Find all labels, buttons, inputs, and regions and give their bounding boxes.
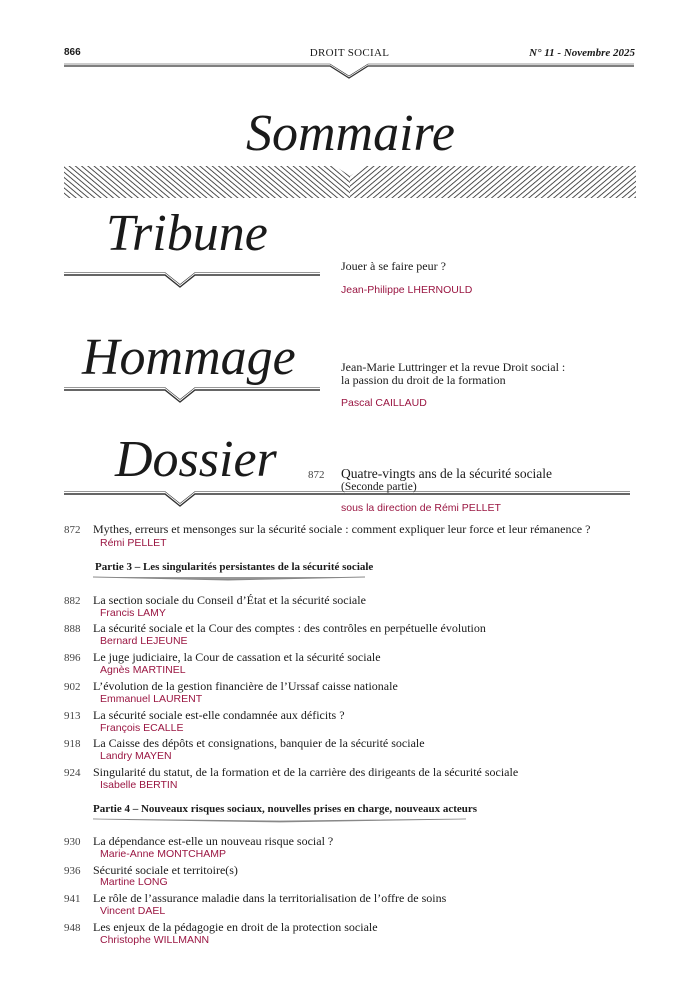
dossier-title: Quatre-vingts ans de la sécurité sociale (341, 466, 553, 481)
article-author[interactable]: Marie-Anne MONTCHAMP (100, 848, 227, 860)
article-author[interactable]: Emmanuel LAURENT (100, 693, 203, 705)
tribune-author[interactable]: Jean-Philippe LHERNOULD (341, 284, 473, 296)
article-page: 948 (64, 922, 81, 934)
dossier-page: 872 (308, 469, 325, 481)
article-page: 882 (64, 595, 81, 607)
intro-article-page: 872 (64, 524, 81, 536)
article-page: 924 (64, 767, 81, 779)
hommage-heading: Hommage (82, 329, 296, 386)
article-title[interactable]: Les enjeux de la pédagogie en droit de la protection sociale (93, 920, 378, 934)
article-title[interactable]: Le rôle de l’assurance maladie dans la territorialisation de l’offre de soins (93, 891, 447, 905)
article-page: 913 (64, 710, 81, 722)
hommage-title-line2: la passion du droit de la formation (341, 373, 506, 387)
article-author[interactable]: Vincent DAEL (100, 905, 166, 917)
article-author[interactable]: Francis LAMY (100, 607, 166, 619)
article-page: 896 (64, 652, 81, 664)
article-author[interactable]: François ECALLE (100, 722, 184, 734)
dossier-heading: Dossier (115, 431, 277, 488)
part3-heading: Partie 3 – Les singularités persistantes de la sécurité sociale (95, 561, 374, 573)
sommaire-hatched-band (0, 166, 699, 206)
sommaire-title: Sommaire (246, 105, 455, 162)
hommage-title-line1: Jean-Marie Luttringer et la revue Droit social : (341, 360, 566, 374)
article-title[interactable]: L’évolution de la gestion financière de l’Urssaf caisse nationale (93, 679, 398, 693)
article-title[interactable]: Sécurité sociale et territoire(s) (93, 863, 238, 877)
header-rule (0, 62, 699, 82)
article-page: 918 (64, 738, 81, 750)
article-page: 902 (64, 681, 81, 693)
article-author[interactable]: Isabelle BERTIN (100, 779, 178, 791)
article-author[interactable]: Agnès MARTINEL (100, 664, 186, 676)
article-title[interactable]: Singularité du statut, de la formation et de la carrière des dirigeants de la sécurité sociale (93, 765, 519, 779)
page-number: 866 (64, 47, 81, 58)
dossier-subtitle: (Seconde partie) (341, 481, 417, 493)
part4-rule (0, 817, 699, 827)
article-title[interactable]: La Caisse des dépôts et consignations, banquier de la sécurité sociale (93, 736, 425, 750)
article-title[interactable]: La sécurité sociale et la Cour des comptes : des contrôles en perpétuelle évolution (93, 621, 486, 635)
article-author[interactable]: Bernard LEJEUNE (100, 635, 188, 647)
article-page: 930 (64, 836, 81, 848)
article-author[interactable]: Martine LONG (100, 876, 168, 888)
part3-rule (0, 575, 699, 585)
tribune-article-title: Jouer à se faire peur ? (341, 259, 446, 273)
article-title[interactable]: La section sociale du Conseil d’État et la sécurité sociale (93, 593, 366, 607)
article-title[interactable]: Le juge judiciaire, la Cour de cassation et la sécurité sociale (93, 650, 381, 664)
hommage-author[interactable]: Pascal CAILLAUD (341, 397, 427, 409)
dossier-direction[interactable]: sous la direction de Rémi PELLET (341, 502, 501, 514)
tribune-heading: Tribune (106, 205, 268, 262)
article-page: 888 (64, 623, 81, 635)
article-author[interactable]: Landry MAYEN (100, 750, 172, 762)
article-page: 936 (64, 865, 81, 877)
issue-label: N° 11 - Novembre 2025 (529, 47, 635, 59)
intro-article-title[interactable]: Mythes, erreurs et mensonges sur la sécurité sociale : comment expliquer leur force et leur rémanence ? (93, 522, 591, 536)
article-title[interactable]: La sécurité sociale est-elle condamnée aux déficits ? (93, 708, 345, 722)
part4-heading: Partie 4 – Nouveaux risques sociaux, nouvelles prises en charge, nouveaux acteurs (93, 803, 478, 815)
journal-title: DROIT SOCIAL (309, 47, 390, 59)
intro-article-author[interactable]: Rémi PELLET (100, 537, 167, 549)
article-page: 941 (64, 893, 81, 905)
article-author[interactable]: Christophe WILLMANN (100, 934, 210, 946)
article-title[interactable]: La dépendance est-elle un nouveau risque social ? (93, 834, 334, 848)
